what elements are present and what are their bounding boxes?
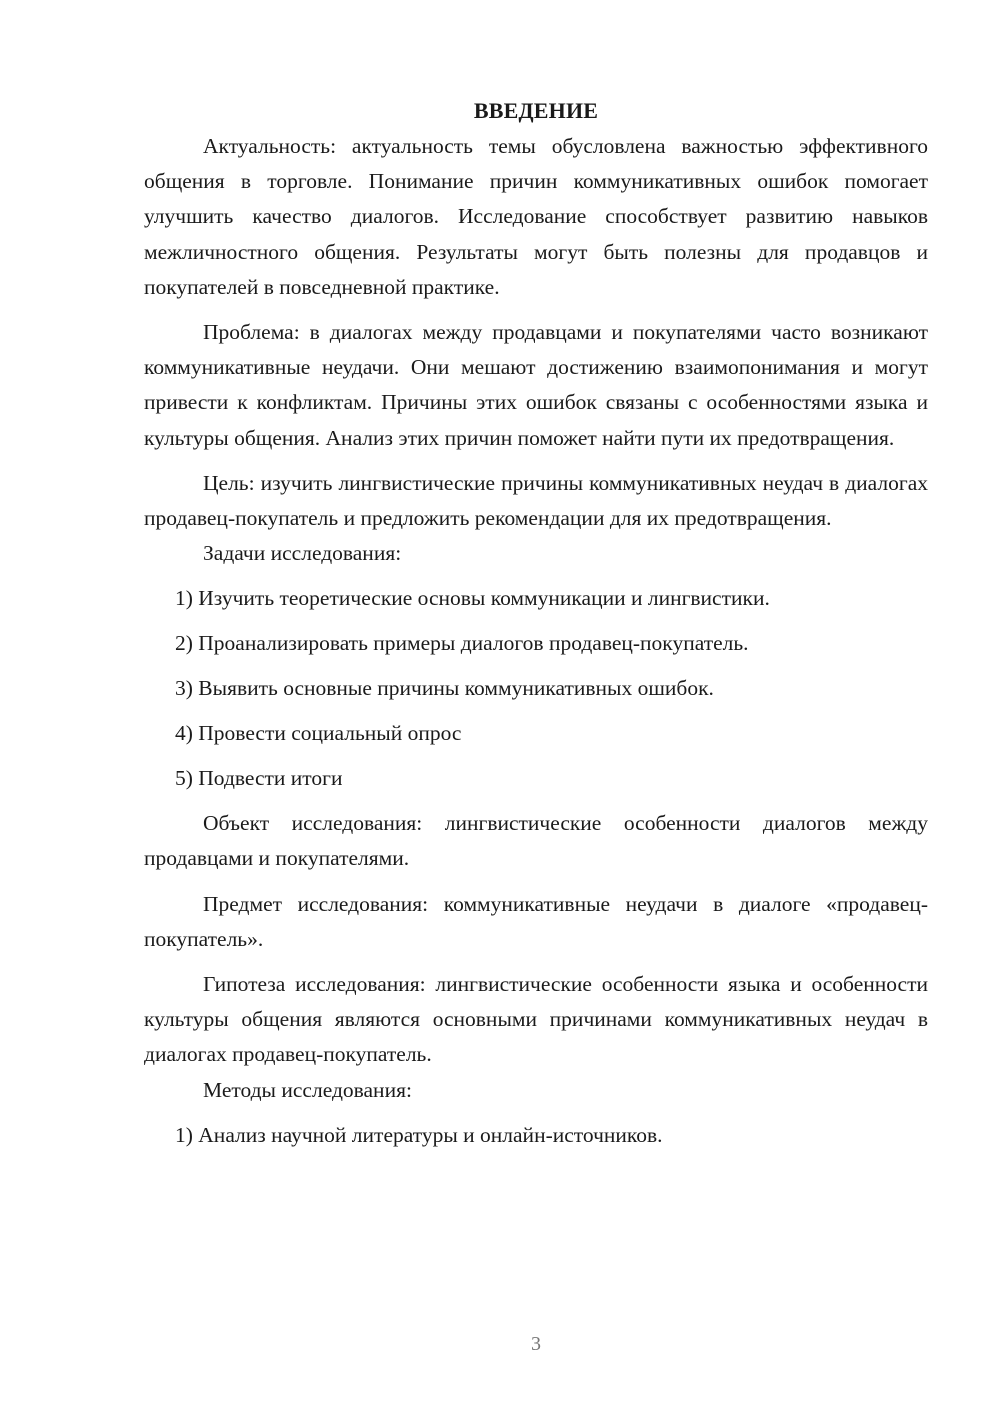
task-item-5: 5) Подвести итоги bbox=[175, 766, 343, 791]
tasks-label: Задачи исследования: bbox=[203, 541, 402, 566]
section-heading: ВВЕДЕНИЕ bbox=[473, 98, 599, 123]
task-item-4: 4) Провести социальный опрос bbox=[175, 721, 462, 746]
methods-label: Методы исследования: bbox=[203, 1077, 412, 1102]
relevance-paragraph: Актуальность: актуальность темы обусловлена важностью эффективного общения в торговле. Понимание причин коммуникативных ошибок помогает улучшить качество диалогов. Исследование способствует развитию навыков межличностного общения. Результаты могут быть полезны для продавцов и покупателей в повседневной практике. bbox=[144, 134, 928, 299]
task-item-2: 2) Проанализировать примеры диалогов продавец-покупатель. bbox=[175, 631, 749, 656]
page-number: 3 bbox=[531, 1333, 541, 1355]
goal-paragraph: Цель: изучить лингвистические причины коммуникативных неудач в диалогах продавец-покупатель и предложить рекомендации для их предотвращения. bbox=[144, 470, 928, 531]
subject-paragraph: Предмет исследования: коммуникативные неудачи в диалоге «продавец-покупатель». bbox=[144, 891, 928, 951]
method-item-1: 1) Анализ научной литературы и онлайн-источников. bbox=[175, 1122, 663, 1147]
hypothesis-paragraph: Гипотеза исследования: лингвистические особенности языка и особенности культуры общения являются основными причинами коммуникативных неудач в диалогах продавец-покупатель. bbox=[144, 972, 928, 1067]
task-item-1: 1) Изучить теоретические основы коммуникации и лингвистики. bbox=[175, 586, 770, 611]
document-page bbox=[144, 93, 928, 1153]
object-paragraph: Объект исследования: лингвистические особенности диалогов между продавцами и покупателями. bbox=[144, 811, 928, 871]
task-item-3: 3) Выявить основные причины коммуникативных ошибок. bbox=[175, 676, 714, 701]
problem-paragraph: Проблема: в диалогах между продавцами и покупателями часто возникают коммуникативные неудачи. Они мешают достижению взаимопонимания и могут привести к конфликтам. Причины этих ошибок связаны с особенностями языка и культуры общения. Анализ этих причин поможет найти пути их предотвращения. bbox=[144, 320, 928, 450]
